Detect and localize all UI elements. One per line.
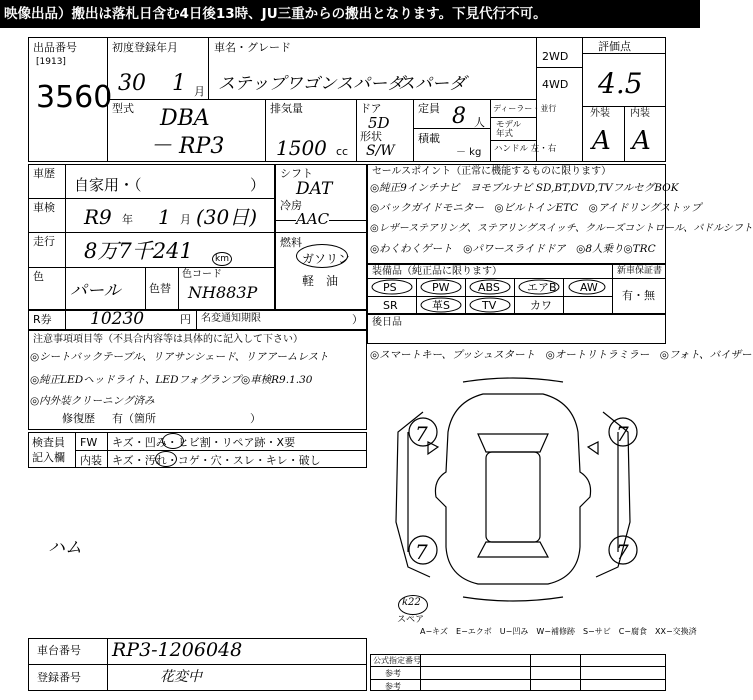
notes-line: ◎シートバックテーブル、リアサンシェード、リアアームレスト [30,351,329,363]
reg-label: 初度登録年月 [112,41,178,54]
chassis-value: RP3-1206048 [112,639,243,661]
inspector-label: 検査員 [32,436,65,449]
door-value: 5D [368,114,390,132]
mileage-unit: km [212,252,232,266]
chassis-label: 車台番号 [37,644,81,657]
sales-point-line: ◎バックガイドモニター ◎ビルトインETC ◎アイドリングストップ [370,202,702,214]
capacity-unit: 人 [474,116,485,129]
disp-value: 1500 [276,136,327,160]
exterior-label: 外装 [590,108,610,119]
equipment-circles [367,278,612,314]
lot-label: 出品番号 [33,41,77,54]
spare-mark: k22 [402,597,421,608]
reference-label-2: 参考 [385,682,401,691]
ac-value: AAC [296,210,330,228]
insp-era: R9 [84,205,112,229]
usage-value: 自家用・（ [74,176,142,194]
equip-pw: PW [432,281,450,294]
spare-label: スペア [397,615,425,625]
color-value: パール [70,281,121,301]
load-unit: － kg [456,147,482,158]
auction-banner: 映像出品）搬出は落札日含む4日後13時、JU三重からの搬出となります。下見代行不可。 [0,0,700,28]
extra-note: ◎スマートキー、プッシュスタート ◎オートリトラミラー ◎フォト、バイザー [370,349,752,361]
sales-point-line: ◎レザーステアリング、ステアリングスイッチ、クルーズコントロール、パドルシフト [370,223,753,234]
lot-sub: [1913] [36,57,66,67]
notes-line: ◎内外装クリーニング済み [30,395,155,407]
tax-close: ） [352,313,363,326]
fw-circle [162,433,184,449]
car-diagram [368,372,666,612]
inspector-interior-label: 内装 [80,454,102,467]
eval-score: 4.5 [598,67,643,100]
new-car-label: 新車保証書 [617,266,663,276]
inspector-label-2: 記入欄 [32,451,65,464]
form-value: S/W [366,143,395,159]
interior-items: キズ・汚れ・コゲ・穴・スレ・キレ・破し [112,454,321,467]
drive-4wd: 4WD [542,78,569,91]
reg-year: 30 [118,71,146,96]
insp-month: 1 [158,205,171,229]
fw-items: キズ・凹み・ヒビ割・リペア跡・X要 [112,436,296,449]
fuel-value: ガソリン [302,252,351,266]
sales-point-line: ◎わくわくゲート ◎パワースライドドア ◎8人乗り◎TRC [370,243,656,255]
capacity-value: 8 [452,104,466,129]
tire-mark-rr: 7 [616,540,629,564]
damage-legend: A−キズ E−エクボ U−凹み W−補修跡 S−サビ C−腐食 XX−交換済 [420,627,697,636]
dealer-label: ディーラー・並行 [493,104,557,113]
door-label: ドア [360,102,382,115]
interior-label: 内装 [630,108,650,119]
color-label: 色 [33,270,44,283]
usage-label: 車歴 [33,167,55,180]
insp-year-unit: 年 [122,213,133,226]
recycle-frame [28,310,367,330]
recycle-value: 10230 [90,309,145,329]
interior-circle [155,451,177,467]
tire-mark-fr: 7 [616,422,629,446]
shift-label: シフト [280,167,313,180]
tax-label: 名変通知期限 [201,313,261,324]
tire-mark-rl: 7 [415,540,428,564]
equip-aw: AW [580,281,598,294]
color-change-label: 色替 [149,282,171,295]
capacity-label: 定員 [418,102,440,115]
reg-number-label: 登録番号 [37,671,81,684]
model-code: － RP3 [150,134,225,159]
inspection-label: 車検 [33,201,55,214]
fuel-circle [296,244,351,268]
color-code-value: NH883P [188,283,258,302]
remarks-label: 後日品 [372,317,402,328]
reg-month: 1 [172,71,186,96]
new-car-value: 有・無 [622,289,655,302]
inspector-signature: ハム [48,538,82,558]
drive-2wd: 2WD [542,50,569,63]
recycle-label: R券 [33,313,52,326]
fuel-light: 軽 油 [302,274,339,288]
fuel-label: 燃料 [280,236,302,249]
notes-title: 注意事項項目等（不具合内容等は具体的に記入して下さい） [33,334,303,345]
model-prefix: DBA [160,106,210,131]
mileage-label: 走行 [33,235,55,248]
sales-points-title: セールスポイント（正常に機能するものに限ります） [372,166,612,177]
equip-leather: 革S [432,299,450,312]
repair-label: 修復歴 [62,412,95,425]
usage-close: ） [250,176,266,194]
lot-number: 3560 [36,80,113,115]
disp-label: 排気量 [270,102,303,115]
insp-day: (30日) [196,205,258,229]
eval-label: 評価点 [598,40,631,53]
repair-value: 有（箇所 [112,412,156,425]
tire-mark-fl: 7 [415,422,428,446]
reg-number-value: 花変中 [160,669,202,685]
fw-label: FW [80,436,98,449]
model-label: 型式 [112,102,134,115]
reference-label: 参考 [385,669,401,678]
insp-month-unit: 月 [180,213,191,226]
equip-ps: PS [383,281,397,294]
mileage-value: 8万7千241 [84,239,193,263]
car-grade: スパーダ [398,74,466,94]
handle-label: ハンドル 左・右 [494,144,557,154]
equip-kawa: カワ [530,299,552,312]
equip-tv: TV [482,299,497,312]
disp-unit: cc [336,145,349,158]
shift-value: DAT [296,179,333,199]
ac-label: 冷房 [280,199,302,212]
equipment-title: 装備品（純正品に限ります） [372,266,502,277]
form-label: 形状 [360,130,382,143]
equip-airbag: エアB [527,281,557,294]
equip-abs: ABS [478,281,500,294]
reg-month-unit: 月 [194,85,205,98]
car-name: ステップワゴンスパーダ [218,74,405,94]
model-year-label: モデル 年式 [496,120,522,139]
recycle-unit: 円 [180,313,191,326]
notes-line: ◎純正LEDヘッドライト、LEDフォグランプ◎車検R9.1.30 [30,374,313,386]
load-label: 積載 [418,132,440,145]
name-label: 車名・グレード [214,41,291,54]
exterior-value: A [592,126,611,156]
repair-close: ） [250,412,261,425]
remarks-frame [367,314,666,344]
official-number-label: 公式指定番号 [373,656,421,665]
interior-value: A [632,126,651,156]
color-code-label: 色コード [182,269,222,280]
sales-point-line: ◎純正9インチナビ ヨモブルナビ SD,BT,DVD,TVフルセグBOK [370,182,679,194]
equip-sr: SR [383,299,398,312]
